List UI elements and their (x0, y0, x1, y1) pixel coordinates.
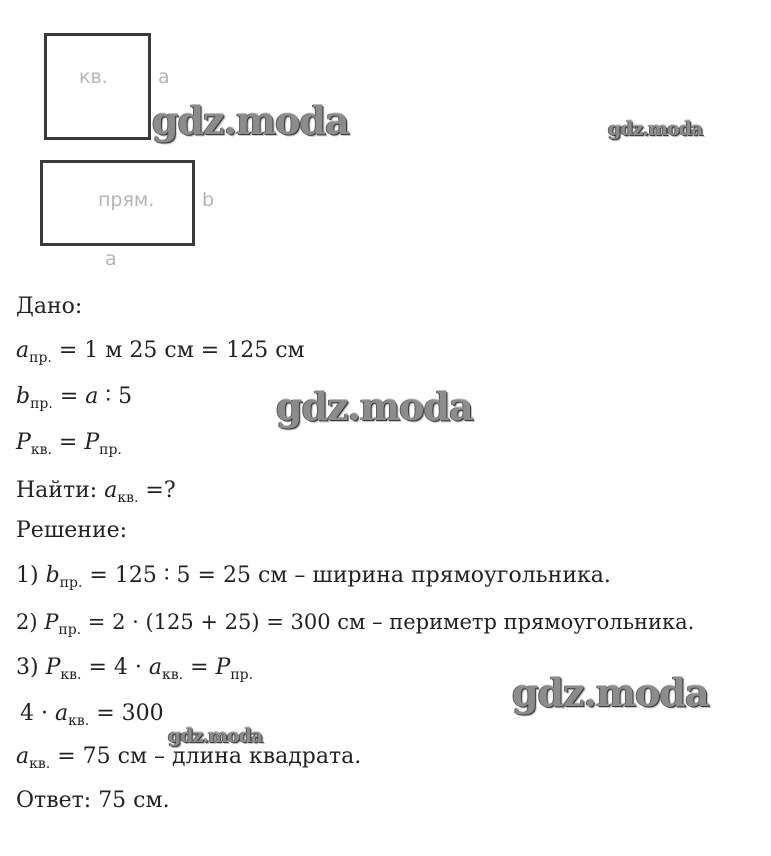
text: = 125 ∶ 5 = 25 см – ширина прямоугольника. (82, 563, 611, 588)
rectangle-side-a-label: a (105, 248, 117, 270)
text: 2) (16, 610, 45, 634)
var: b (45, 563, 60, 588)
text: 3) (16, 655, 46, 680)
var: b (16, 384, 31, 409)
subscript: пр. (29, 350, 52, 366)
given-line-2 (16, 382, 132, 412)
var: P (44, 610, 59, 634)
solution-step-2 (16, 607, 694, 637)
var: a (148, 655, 163, 680)
subscript: кв. (68, 713, 90, 729)
var: a (85, 384, 99, 409)
watermark: gdz.moda (276, 384, 473, 429)
text: = (52, 384, 86, 409)
find-line (16, 476, 176, 506)
given-line-1 (16, 336, 305, 366)
watermark: gdz.moda (152, 98, 349, 143)
text: = 75 см – длина квадрата. (50, 744, 362, 769)
rectangle-side-b-label: b (202, 189, 215, 211)
rectangle-label: прям. (98, 189, 155, 211)
subscript: пр. (59, 575, 83, 591)
subscript: пр. (30, 396, 53, 412)
var: a (16, 338, 30, 363)
subscript: кв. (60, 667, 82, 683)
square-label: кв. (79, 66, 108, 88)
var: P (215, 655, 231, 680)
subscript: кв. (117, 490, 139, 506)
text: = (183, 655, 216, 680)
watermark: gdz.moda (168, 725, 263, 747)
given-heading: Дано: (16, 294, 83, 319)
text: 4 · (20, 701, 55, 726)
subscript: кв. (29, 756, 51, 772)
subscript: кв. (30, 442, 52, 458)
var: P (84, 430, 100, 455)
solution-heading: Решение: (16, 518, 128, 543)
watermark: gdz.moda (512, 670, 709, 715)
text: = 1 м 25 см = 125 см (51, 338, 305, 363)
text: = 4 · (81, 655, 149, 680)
var: P (16, 430, 31, 455)
var: a (16, 744, 30, 769)
text: = 300 (89, 701, 164, 726)
var: a (104, 478, 118, 503)
var: P (45, 655, 61, 680)
given-line-3 (16, 428, 122, 458)
var: a (54, 701, 69, 726)
subscript: кв. (162, 667, 184, 683)
subscript: пр. (99, 442, 122, 458)
subscript: пр. (230, 667, 254, 683)
text: 1) (16, 563, 46, 588)
text: =? (138, 478, 176, 503)
text: Найти: (16, 478, 105, 503)
text: ∶ 5 (98, 384, 133, 409)
text: = 2 · (125 + 25) = 300 см – периметр прямоугольника. (81, 610, 695, 634)
answer-line: Ответ: 75 см. (16, 788, 170, 813)
subscript: пр. (58, 622, 82, 638)
watermark: gdz.moda (608, 118, 703, 140)
solution-step-1 (16, 561, 611, 591)
square-side-label: a (158, 66, 170, 88)
solution-step-4 (20, 699, 164, 729)
text: = (51, 430, 85, 455)
solution-step-3 (16, 653, 253, 683)
